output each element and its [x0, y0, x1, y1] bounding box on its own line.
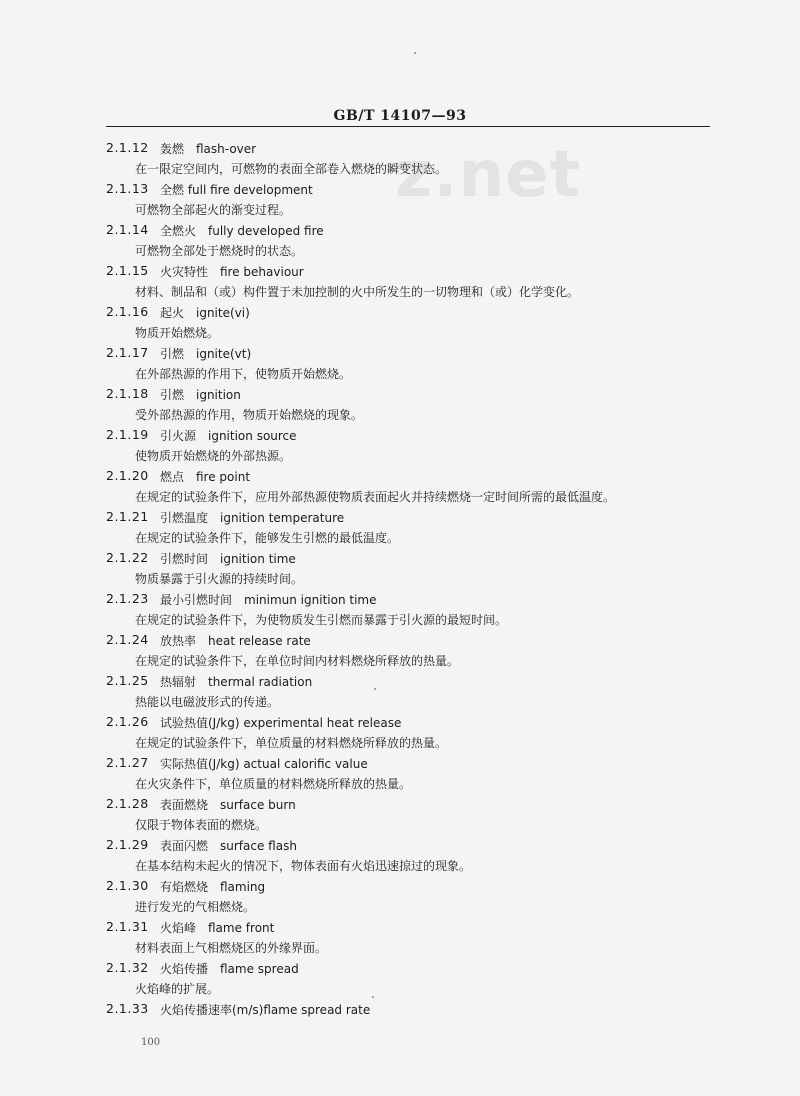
- term-title: 有焰燃烧 flaming: [160, 880, 266, 894]
- scan-speck: [414, 52, 416, 54]
- term-number: 2.1.27: [106, 755, 149, 770]
- term-number: 2.1.28: [106, 796, 149, 811]
- term-title: 热辐射 thermal radiation: [160, 675, 313, 689]
- term-number: 2.1.23: [106, 591, 149, 606]
- term-definition: 材料表面上气相燃烧区的外缘界面。: [135, 941, 328, 955]
- term-definition: 材料、制品和（或）构件置于未加控制的火中所发生的一切物理和（或）化学变化。: [135, 285, 580, 299]
- term-definition: 受外部热源的作用，物质开始燃烧的现象。: [135, 408, 364, 422]
- term-number: 2.1.29: [106, 837, 149, 852]
- term-number: 2.1.26: [106, 714, 149, 729]
- term-number: 2.1.12: [106, 140, 149, 155]
- term-number: 2.1.18: [106, 386, 149, 401]
- scan-speck: [372, 996, 374, 998]
- term-number: 2.1.17: [106, 345, 149, 360]
- term-title: 引燃 ignite(vt): [160, 347, 252, 361]
- term-definition: 在规定的试验条件下，单位质量的材料燃烧所释放的热量。: [135, 736, 448, 750]
- term-title: 表面燃烧 surface burn: [160, 798, 296, 812]
- term-title: 实际热值(J/kg) actual calorific value: [160, 757, 368, 771]
- term-number: 2.1.21: [106, 509, 149, 524]
- term-title: 燃点 fire point: [160, 470, 251, 484]
- term-number: 2.1.25: [106, 673, 149, 688]
- term-title: 火焰传播速率(m/s)flame spread rate: [160, 1003, 371, 1017]
- term-title: 火灾特性 fire behaviour: [160, 265, 304, 279]
- term-definition: 在火灾条件下，单位质量的材料燃烧所释放的热量。: [135, 777, 412, 791]
- page-header: GB/T 14107—93: [333, 108, 467, 124]
- term-number: 2.1.20: [106, 468, 149, 483]
- term-definition: 仅限于物体表面的燃烧。: [135, 818, 268, 832]
- term-number: 2.1.31: [106, 919, 149, 934]
- watermark: z.net: [395, 138, 582, 212]
- term-title: 引火源 ignition source: [160, 429, 297, 443]
- scan-speck: [374, 688, 376, 690]
- term-definition: 在规定的试验条件下，为使物质发生引燃而暴露于引火源的最短时间。: [135, 613, 508, 627]
- term-number: 2.1.24: [106, 632, 149, 647]
- term-title: 全燃火 fully developed fire: [160, 224, 324, 238]
- term-title: 轰燃 flash-over: [160, 142, 257, 156]
- term-title: 引燃 ignition: [160, 388, 241, 402]
- term-definition: 在规定的试验条件下，应用外部热源使物质表面起火并持续燃烧一定时间所需的最低温度。: [135, 490, 616, 504]
- term-definition: 可燃物全部处于燃烧时的状态。: [135, 244, 304, 258]
- term-number: 2.1.19: [106, 427, 149, 442]
- term-title: 引燃温度 ignition temperature: [160, 511, 345, 525]
- term-definition: 物质暴露于引火源的持续时间。: [135, 572, 304, 586]
- term-number: 2.1.14: [106, 222, 149, 237]
- term-title: 火焰峰 flame front: [160, 921, 275, 935]
- term-definition: 在基本结构未起火的情况下，物体表面有火焰迅速掠过的现象。: [135, 859, 472, 873]
- term-title: 起火 ignite(vi): [160, 306, 250, 320]
- term-number: 2.1.15: [106, 263, 149, 278]
- term-definition: 使物质开始燃烧的外部热源。: [135, 449, 292, 463]
- term-number: 2.1.33: [106, 1001, 149, 1016]
- term-definition: 可燃物全部起火的渐变过程。: [135, 203, 292, 217]
- term-number: 2.1.22: [106, 550, 149, 565]
- term-number: 2.1.16: [106, 304, 149, 319]
- term-number: 2.1.13: [106, 181, 149, 196]
- term-definition: 进行发光的气相燃烧。: [135, 900, 256, 914]
- term-title: 放热率 heat release rate: [160, 634, 311, 648]
- term-title: 最小引燃时间 minimun ignition time: [160, 593, 377, 607]
- term-title: 试验热值(J/kg) experimental heat release: [160, 716, 402, 730]
- term-definition: 热能以电磁波形式的传递。: [135, 695, 280, 709]
- term-definition: 在一限定空间内，可燃物的表面全部卷入燃烧的瞬变状态。: [135, 162, 448, 176]
- term-definition: 火焰峰的扩展。: [135, 982, 220, 996]
- term-definition: 物质开始燃烧。: [135, 326, 220, 340]
- term-definition: 在规定的试验条件下，在单位时间内材料燃烧所释放的热量。: [135, 654, 460, 668]
- term-title: 引燃时间 ignition time: [160, 552, 296, 566]
- term-definition: 在外部热源的作用下，使物质开始燃烧。: [135, 367, 352, 381]
- term-number: 2.1.32: [106, 960, 149, 975]
- term-title: 表面闪燃 surface flash: [160, 839, 297, 853]
- term-title: 火焰传播 flame spread: [160, 962, 299, 976]
- page-number: 100: [141, 1037, 161, 1048]
- term-title: 全燃 full fire development: [160, 183, 313, 197]
- term-definition: 在规定的试验条件下，能够发生引燃的最低温度。: [135, 531, 400, 545]
- term-number: 2.1.30: [106, 878, 149, 893]
